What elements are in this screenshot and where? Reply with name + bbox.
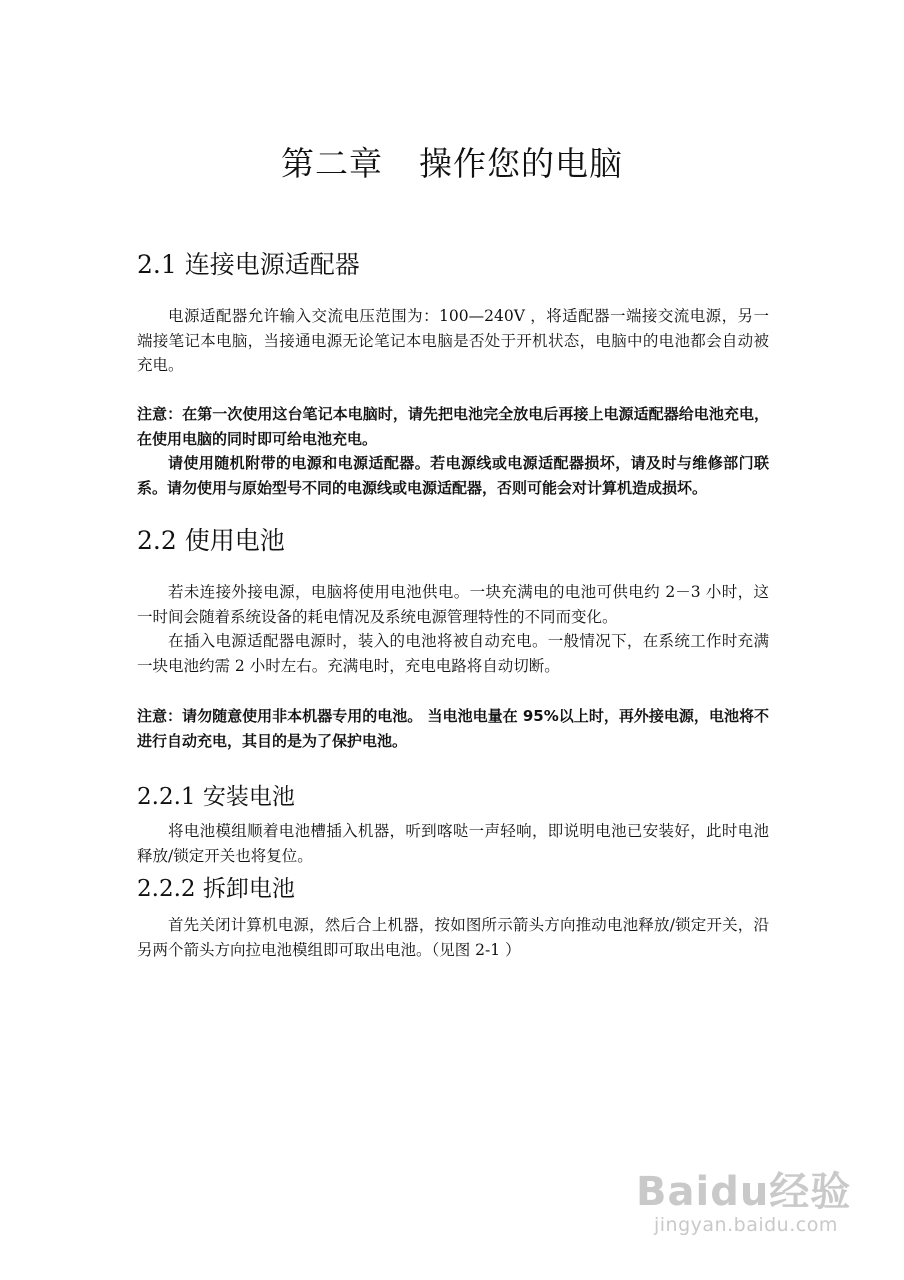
chapter-title	[0, 140, 904, 188]
chapter-name: 操作您的电脑	[419, 144, 623, 183]
note-adapter-warning: 请使用随机附带的电源和电源适配器。若电源线或电源适配器损坏，请及时与维修部门联系。请勿使用与原始型号不同的电源线或电源适配器，否则可能会对计算机造成损坏。	[137, 454, 769, 497]
chapter-number: 第二章	[281, 144, 383, 183]
watermark-url: jingyan.baidu.com	[654, 1214, 838, 1236]
heading-2-2-2: 2.2.2 拆卸电池	[137, 876, 295, 902]
paragraph-adapter-input: 电源适配器允许输入交流电压范围为：100—240V ，将适配器一端接交流电源，另一端接笔记本电脑，当接通电源无论笔记本电脑是否处于开机状态，电脑中的电池都会自动被充电。	[137, 307, 769, 374]
paragraph-install-battery: 将电池模组顺着电池槽插入机器，听到喀哒一声轻响，即说明电池已安装好，此时电池释放/锁定开关也将复位。	[137, 822, 769, 865]
note-battery: 注意：请勿随意使用非本机器专用的电池。 当电池电量在 95%以上时，再外接电源，电池将不进行自动充电，其目的是为了保护电池。	[137, 707, 769, 750]
paragraph-battery-power: 若未连接外接电源，电脑将使用电池供电。一块充满电的电池可供电约 2－3 小时，这一时间会随着系统设备的耗电情况及系统电源管理特性的不同而变化。	[137, 583, 769, 626]
paragraph-remove-battery: 首先关闭计算机电源，然后合上机器，按如图所示箭头方向推动电池释放/锁定开关，沿另两个箭头方向拉电池模组即可取出电池。（见图 2-1 ）	[137, 916, 769, 959]
heading-2-2: 2.2 使用电池	[137, 526, 285, 555]
heading-2-2-1: 2.2.1 安装电池	[137, 784, 295, 810]
watermark-logo: Baidu经验	[636, 1169, 852, 1215]
baidu-jingyan-watermark	[636, 1160, 856, 1260]
paragraph-battery-charging: 在插入电源适配器电源时，装入的电池将被自动充电。一般情况下，在系统工作时充满一块电池约需 2 小时左右。充满电时，充电电路将自动切断。	[137, 632, 769, 675]
heading-2-1: 2.1 连接电源适配器	[137, 250, 360, 279]
note-first-use: 注意：在第一次使用这台笔记本电脑时，请先把电池完全放电后再接上电源适配器给电池充电，在使用电脑的同时即可给电池充电。	[137, 405, 769, 448]
